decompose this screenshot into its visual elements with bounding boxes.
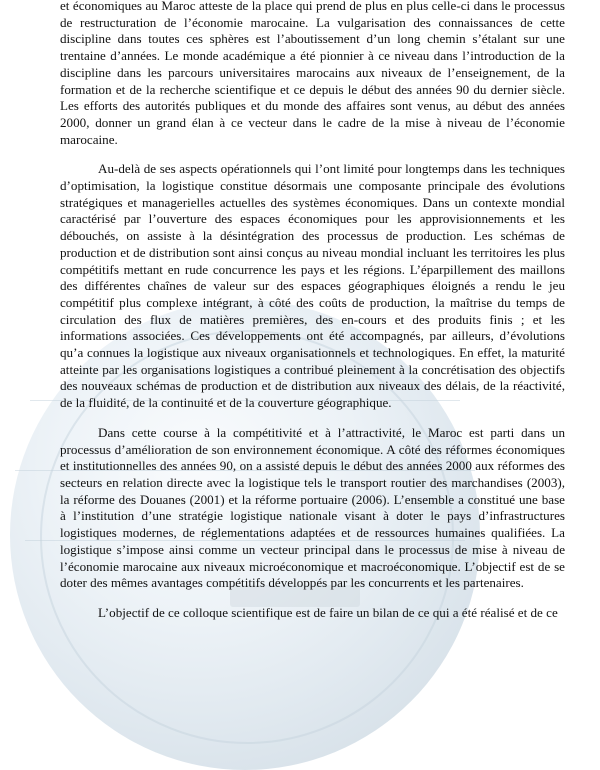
document-body xyxy=(60,0,565,635)
paragraph-2: Au-delà de ses aspects opérationnels qui l’ont limité pour longtemps dans les techniques d’optimisation, la logistique constitue désormais une composante principale des évolutions stratégiques et managerielles actuelles des systèmes économiques. Dans un contexte mondial caractérisé par l’ouverture des espaces économiques pour les approvisionnements et les débouchés, on assiste à la désintégration des processus de production. Les schémas de production et de distribution sont ainsi conçus au niveau mondial incluant les territoires les plus compétitifs mettant en rude concurrence les pays et les régions. L’éparpillement des maillons des différentes chaînes de valeur sur des espaces géographiques éloignés a rendu le jeu compétitif plus complexe intégrant, à côté des coûts de production, la maîtrise du temps de circulation des flux de matières premières, des en-cours et des produits finis ; et les informations associées. Ces développements ont été accompagnés, par ailleurs, d’évolutions qu’a connues la logistique aux niveaux organisationnels et technologiques. En effet, la maturité atteinte par les organisations logistiques a contribué pleinement à la concrétisation des objectifs des nouveaux schémas de production et de distribution aux niveaux des délais, de la réactivité, de la fluidité, de la continuité et de la couverture géographique. xyxy=(60,161,565,411)
paragraph-4: L’objectif de ce colloque scientifique est de faire un bilan de ce qui a été réalisé et de ce xyxy=(98,604,558,620)
paragraph-1: et économiques au Maroc atteste de la place qui prend de plus en plus celle-ci dans le processus de restructuration de l’économie marocaine. La vulgarisation des connaissances de cette discipline dans toutes ces sphères est l’aboutissement d’un long chemin s’étalant sur une trentaine d’années. Le monde académique a été pionnier à ce niveau dans l’introduction de la discipline dans les parcours universitaires marocains aux niveaux de l’enseignement, de la formation et de la recherche scientifique et ce depuis le début des années 90 du dernier siècle. Les efforts des autorités publiques et du monde des affaires sont venus, au début des années 2000, donner un grand élan à ce vecteur dans le cadre de la mise à niveau de l’économie marocaine. xyxy=(60,0,565,147)
paragraph-3: Dans cette course à la compétitivité et à l’attractivité, le Maroc est parti dans un processus d’amélioration de son environnement économique. A côté des réformes économiques et institutionnelles des années 90, on a assisté depuis le début des années 2000 aux réformes des secteurs en relation directe avec la logistique tels le transport routier des marchandises (2003), la réforme des Douanes (2001) et la réforme portuaire (2006). L’ensemble a constitué une base à l’institution d’une stratégie logistique nationale visant à doter le pays d’infrastructures logistiques modernes, de réglementations adaptées et de ressources humaines qualifiées. La logistique s’impose ainsi comme un vecteur principal dans le processus de mise à niveau de l’économie marocaine aux niveaux microéconomique et macroéconomique. L’objectif est de se doter des mêmes avantages compétitifs développés par les concurrents et les partenaires. xyxy=(60,424,565,591)
